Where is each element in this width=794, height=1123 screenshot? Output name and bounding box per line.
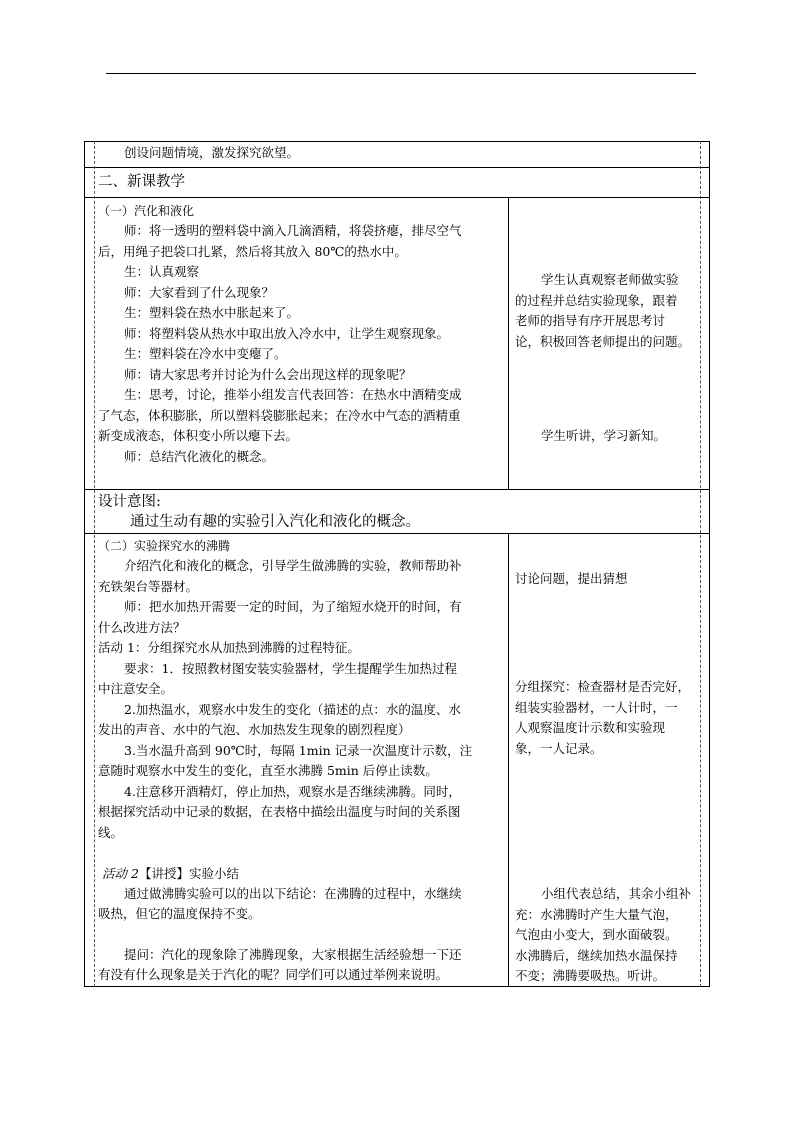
dialogue-line: 后，用绳子把袋口扎紧，然后将其放入 80℃的热水中。 — [98, 243, 407, 259]
summary-line: 吸热，但它的温度保持不变。 — [98, 906, 261, 921]
body-line: 发出的声音、水中的气泡、水加热发生现象的剧烈程度） — [98, 722, 411, 737]
body-line: 活动 1：分组探究水从加热到沸腾的过程特征。 — [98, 640, 360, 655]
design-text: 通过生动有趣的实验引入汽化和液化的概念。 — [130, 514, 420, 530]
dialogue-line: 了气态，体积膨胀，所以塑料袋膨胀起来；在冷水中气态的酒精重 — [98, 407, 461, 423]
body-line: 2.加热温水，观察水中发生的变化（描述的点：水的温度、水 — [124, 701, 461, 717]
dialogue-line: 师：将塑料袋从热水中取出放入冷水中，让学生观察现象。 — [124, 325, 450, 341]
student-line: 水沸腾后，继续加热水温保持 — [515, 947, 678, 963]
student-summary — [515, 884, 705, 987]
student-line: 人观察温度计示数和实验现 — [515, 720, 666, 735]
design-label: 设计意图: — [98, 494, 161, 510]
part1-student-activity — [515, 270, 705, 352]
student-line: 不变；沸腾要吸热。听讲。 — [515, 968, 666, 983]
part1-heading: （一）汽化和液化 — [98, 204, 195, 218]
student-line: 充：水沸腾时产生大量气泡， — [515, 906, 678, 922]
student-line: 组装实验器材，一人计时，一 — [515, 699, 678, 715]
dialogue-line: 生：认真观察 — [124, 264, 200, 279]
table-dashed-border-right — [700, 141, 701, 987]
dialogue-line: 师：请大家思考并讨论为什么会出现这样的现象呢？ — [124, 366, 412, 382]
body-line: 中注意安全。 — [98, 681, 174, 696]
part2-body — [98, 556, 504, 843]
dialogue-line: 生：思考，讨论，推举小组发言代表回答：在热水中酒精变成 — [124, 387, 462, 402]
dialogue-line: 师：将一透明的塑料袋中滴入几滴酒精，将袋挤瘪，排尽空气 — [124, 223, 462, 238]
row-divider — [84, 489, 710, 490]
student-group-activity — [515, 677, 705, 759]
dialogue-line: 师：大家看到了什么现象？ — [124, 284, 275, 300]
dialogue-line: 生：塑料袋在热水中胀起来了。 — [124, 305, 300, 320]
body-line: 4.注意移开酒精灯，停止加热，观察水是否继续沸腾。同时， — [124, 783, 461, 799]
student-line: 老师的指导有序开展思考讨 — [515, 313, 666, 328]
student-line: 分组探究：检查器材是否完好， — [515, 679, 691, 694]
activity2-heading — [102, 864, 239, 885]
body-line: 什么改进方法？ — [98, 619, 186, 635]
activity2-prefix: 活动 2 — [102, 866, 139, 881]
activity2-title: 【讲授】实验小结 — [138, 866, 239, 881]
body-line: 师：把水加热开需要一定的时间，为了缩短水烧开的时间，有 — [124, 599, 462, 614]
student-right-note: 讨论问题，提出猜想 — [515, 571, 628, 586]
question-line: 提问：汽化的现象除了沸腾现象，大家根据生活经验想一下还 — [124, 947, 462, 962]
body-line: 线。 — [98, 824, 124, 840]
dialogue-line: 师：总结汽化液化的概念。 — [124, 448, 275, 464]
section-title: 二、新课教学 — [98, 174, 185, 190]
body-line: 介绍汽化和液化的概念，引导学生做沸腾的实验，教师帮助补 — [124, 558, 462, 573]
body-line: 充铁架台等器材。 — [98, 578, 199, 594]
student-line: 象，一人记录。 — [515, 740, 603, 756]
student-line: 的过程并总结实验现象，跟着 — [515, 292, 678, 308]
body-line: 意随时观察水中发生的变化，直至水沸腾 5min 后停止读数。 — [98, 763, 438, 778]
student-note: 学生听讲，学习新知。 — [541, 428, 667, 443]
row-divider — [84, 167, 710, 168]
part1-dialogue — [98, 221, 504, 467]
student-line: 论，积极回答老师提出的问题。 — [515, 333, 691, 349]
body-line: 根据探究活动中记录的数据，在表格中描绘出温度与时间的关系图 — [98, 804, 461, 819]
intro-line: 创设问题情境，激发探究欲望。 — [124, 145, 300, 160]
body-line: 3.当水温升高到 90℃时，每隔 1min 记录一次温度计示数，注 — [124, 742, 473, 758]
table-dashed-border-left — [94, 141, 95, 987]
part2-heading: （二）实验探究水的沸腾 — [98, 539, 231, 553]
student-line: 小组代表总结，其余小组补 — [541, 886, 692, 901]
dialogue-line: 生：塑料袋在冷水中变瘪了。 — [124, 346, 287, 361]
question-line: 有没有什么现象是关于汽化的呢？同学们可以通过举例来说明。 — [98, 967, 449, 982]
summary-line: 通过做沸腾实验可以的出以下结论：在沸腾的过程中，水继续 — [124, 886, 462, 901]
dialogue-line: 新变成液态，体积变小所以瘪下去。 — [98, 428, 299, 443]
student-line: 气泡由小变大，到水面破裂。 — [515, 927, 678, 942]
header-rule — [106, 73, 696, 74]
student-line: 学生认真观察老师做实验 — [541, 272, 679, 287]
row-divider — [84, 197, 710, 198]
row-divider — [84, 533, 710, 534]
body-line: 要求：1．按照教材图安装实验器材，学生提醒学生加热过程 — [124, 660, 457, 676]
